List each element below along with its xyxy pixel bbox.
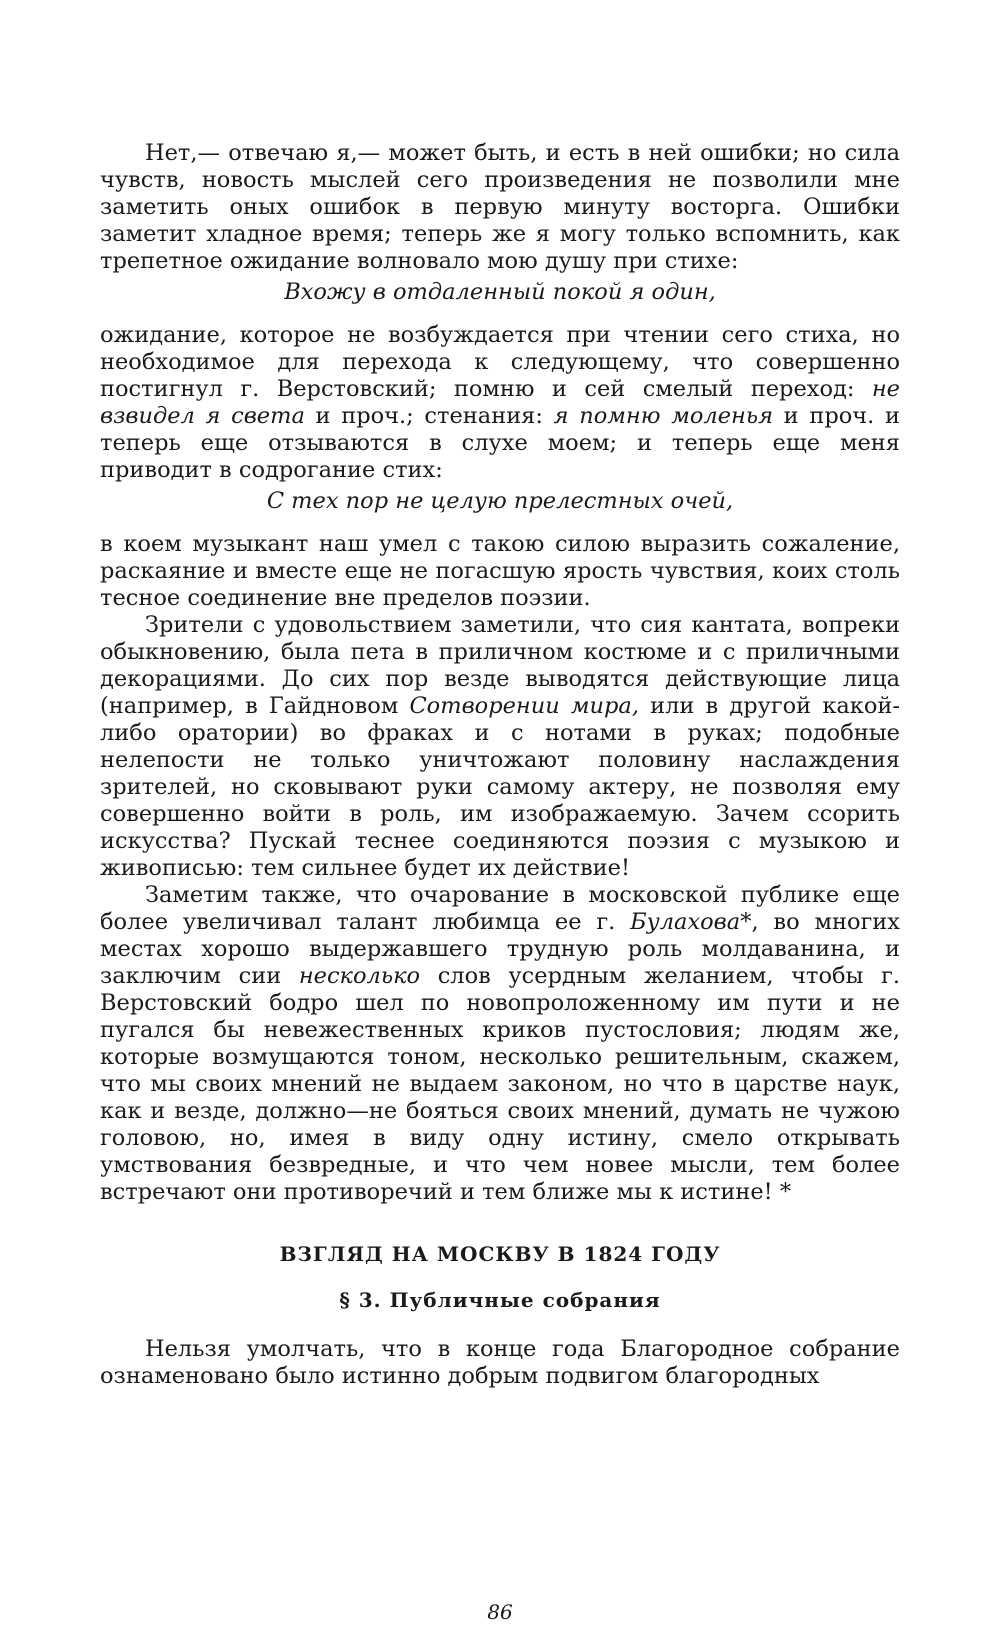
- page-number: 86: [487, 1600, 513, 1624]
- verse-2: С тех пор не целую прелестных очей,: [266, 488, 734, 514]
- p5-italic-2: несколько: [298, 963, 421, 989]
- p2-italic-2: я помню моленья: [553, 403, 774, 429]
- p5-italic-1: Булахова: [630, 909, 741, 935]
- p5-text-a: Заметим также, что очарование в московской публике еще более увеличивал талант любимца ее г.: [100, 882, 900, 935]
- page-body: [100, 140, 900, 1390]
- paragraph-5: [100, 882, 900, 1206]
- verse-1: Вхожу в отдаленный покой я один,: [284, 279, 716, 305]
- paragraph-4: [100, 612, 900, 882]
- p5-text-b: *, во многих местах хорошо выдержавшего трудную роль молдаванина, и заключим сии: [100, 909, 900, 989]
- subsection-heading: § 3. Публичные собрания: [339, 1288, 661, 1312]
- p4-text-b: или в другой какой-либо оратории) во фраках и с нотами в руках; подобные нелепости не только уничтожают половину наслаждения зрителей, но сковывают руки самому актеру, не позволяя ему совершенно войти в роль, им изображаемую. Зачем ссорить искусства? Пускай теснее соединяются поэзия с музыкою и живописью: тем сильнее будет их действие!: [100, 693, 901, 881]
- p2-italic-1: не взвидел я света: [100, 376, 900, 429]
- paragraph-2: [100, 322, 900, 484]
- p4-text-a: Зрители с удовольствием заметили, что сия кантата, вопреки обыкновению, была пета в приличном костюме и с приличными декорациями. До сих пор везде выводятся действующие лица (например, в Гайдновом: [100, 612, 900, 719]
- p2-text-b: и проч.; стенания:: [304, 403, 554, 429]
- p2-text-a: ожидание, которое не возбуждается при чтении сего стиха, но необходимое для перехода к следующему, что совершенно постигнул г. Верстовский; помню и сей смелый переход:: [100, 322, 900, 402]
- paragraph-6: Нельзя умолчать, что в конце года Благородное собрание ознаменовано было истинно добрым подвигом благородных: [100, 1336, 900, 1389]
- paragraph-3: в коем музыкант наш умел с такою силою выразить сожаление, раскаяние и вместе еще не погасшую ярость чувствия, коих столь тесное соединение вне пределов поэзии.: [100, 531, 900, 611]
- p5-text-c: слов усердным желанием, чтобы г. Верстовский бодро шел по новопроложенному им пути и не пугался бы невежественных криков пустословия; людям же, которые возмущаются тоном, несколько решительным, скажем, что мы своих мнений не выдаем законом, но что в царстве наук, как и везде, должно—не бояться своих мнений, думать не чужою головою, но, имея в виду одну истину, смело открывать умствования безвредные, и что чем новее мысли, тем более встречают они противоречий и тем ближе мы к истине! *: [100, 963, 900, 1205]
- section-heading: ВЗГЛЯД НА МОСКВУ В 1824 ГОДУ: [279, 1242, 721, 1266]
- p4-italic: Сотворении мира,: [409, 693, 639, 719]
- p2-text-c: и проч. и теперь еще отзываются в слухе моем; и теперь еще меня приводит в содрогание стих:: [100, 403, 900, 483]
- paragraph-1: Нет,— отвечаю я,— может быть, и есть в ней ошибки; но сила чувств, новость мыслей сего произведения не позволили мне заметить оных ошибок в первую минуту восторга. Ошибки заметит хладное время; теперь же я могу только вспомнить, как трепетное ожидание волновало мою душу при стихе:: [100, 140, 900, 274]
